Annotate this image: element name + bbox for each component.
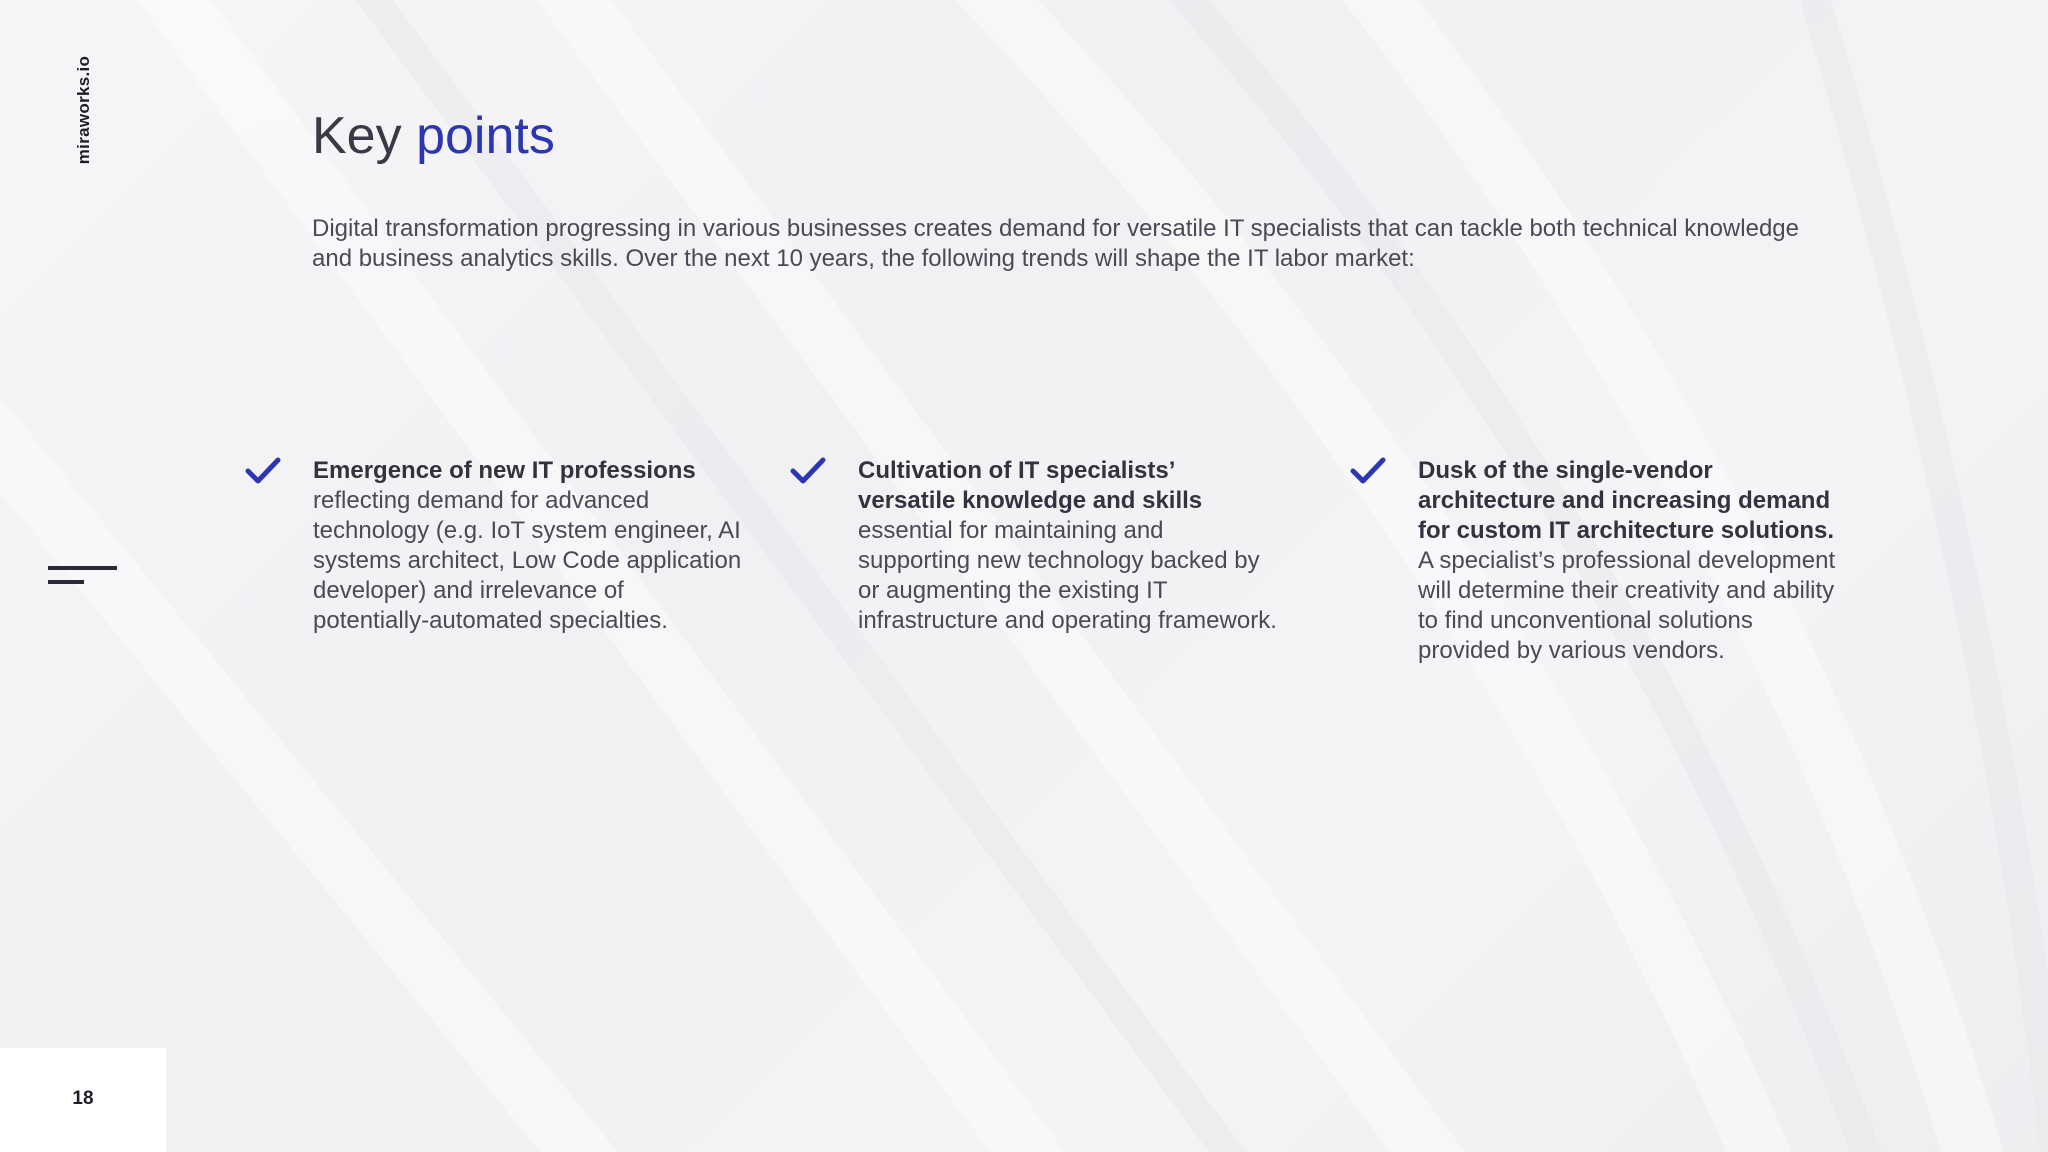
- key-point-heading: Emergence of new IT professions: [313, 457, 696, 484]
- intro-paragraph: Digital transformation progressing in various businesses creates demand for versatile IT specialists that can tackle both technical knowledge and business analytics skills. Over the next 10 years, the following trends will shape the IT labor market:: [312, 215, 1799, 272]
- brand-logo-text: [62, 50, 106, 170]
- key-point-2: [858, 456, 1278, 636]
- key-point-text: essential for maintaining and supporting new technology backed by or augmenting the existing IT infrastructure and operating framework.: [858, 517, 1277, 634]
- key-point-heading: Cultivation of IT specialists’ versatile knowledge and skills: [858, 457, 1203, 514]
- menu-icon: [48, 564, 120, 586]
- check-icon: [245, 456, 281, 486]
- title-plain: Key: [312, 107, 402, 165]
- key-point-heading: Dusk of the single-vendor architecture and increasing demand for custom IT architecture solutions.: [1418, 457, 1835, 544]
- check-icon: [790, 456, 826, 486]
- check-icon: [1350, 456, 1386, 486]
- page-title: [312, 104, 555, 168]
- title-accent: points: [416, 107, 555, 165]
- page-number: 18: [72, 1088, 94, 1109]
- key-point-1: [313, 456, 743, 636]
- brand-text: miraworks.io: [74, 55, 93, 165]
- key-point-text: A specialist’s professional development will determine their creativity and ability to find unconventional solutions provided by various vendors.: [1418, 547, 1836, 664]
- key-point-text: reflecting demand for advanced technology (e.g. IoT system engineer, AI systems architect, Low Code application developer) and irrelevance of potentially-automated specialties.: [313, 487, 742, 634]
- key-point-3: [1418, 456, 1838, 666]
